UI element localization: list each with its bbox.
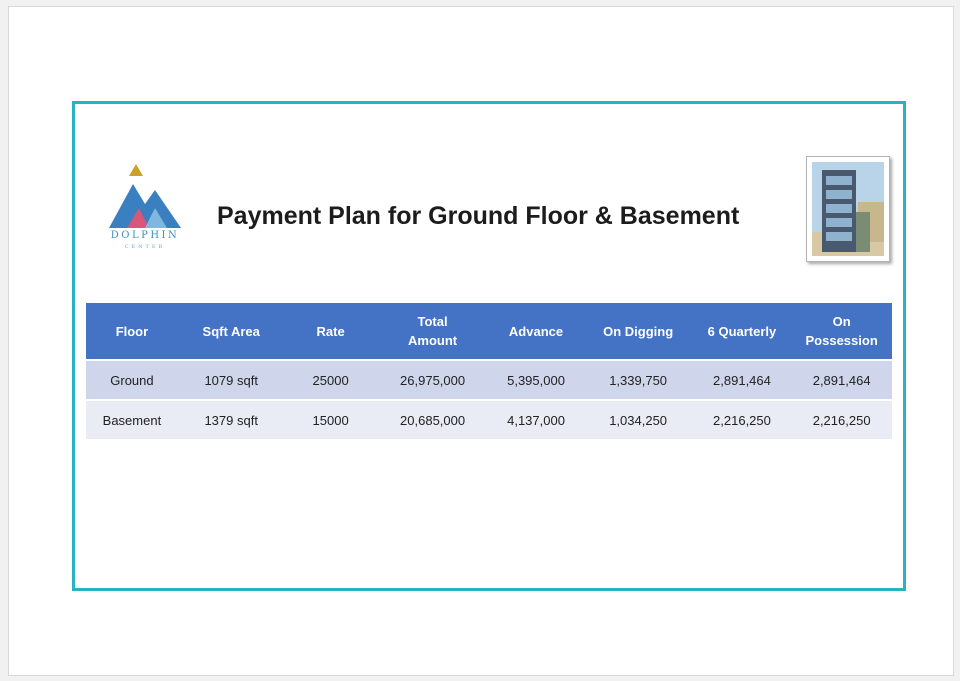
table-cell: 2,891,464 (791, 359, 892, 399)
table-cell: 2,216,250 (693, 399, 792, 439)
column-header: Advance (488, 303, 583, 359)
table-cell: Ground (86, 359, 178, 399)
table-cell: 1,339,750 (584, 359, 693, 399)
column-header (791, 303, 892, 359)
column-header (377, 303, 489, 359)
table-cell: 1079 sqft (178, 359, 285, 399)
table-header-row (86, 303, 892, 359)
building-photo-icon (812, 162, 884, 256)
table-cell: Basement (86, 399, 178, 439)
logo-wordmark: DOLPHIN (110, 230, 180, 241)
column-header: Sqft Area (178, 303, 285, 359)
table-cell: 1379 sqft (178, 399, 285, 439)
column-header-total-amount: Total Amount (408, 314, 458, 348)
table-cell: 15000 (285, 399, 377, 439)
column-header-on-possession: On Possession (805, 314, 878, 348)
mountain-logo-icon (105, 164, 185, 230)
table-row (86, 359, 892, 399)
logo-subtitle: CENTER (124, 244, 166, 250)
table-cell: 5,395,000 (488, 359, 583, 399)
table-cell: 1,034,250 (584, 399, 693, 439)
dolphin-center-logo (105, 164, 185, 259)
building-photo-frame (806, 156, 890, 262)
table-cell: 20,685,000 (377, 399, 489, 439)
page-title: Payment Plan for Ground Floor & Basement (217, 202, 740, 230)
table-row (86, 399, 892, 439)
table-cell: 2,216,250 (791, 399, 892, 439)
table-cell: 25000 (285, 359, 377, 399)
column-header: 6 Quarterly (693, 303, 792, 359)
column-header: On Digging (584, 303, 693, 359)
payment-plan-table (86, 303, 892, 439)
column-header: Rate (285, 303, 377, 359)
table-cell: 2,891,464 (693, 359, 792, 399)
table-cell: 26,975,000 (377, 359, 489, 399)
slide (72, 101, 906, 591)
table-cell: 4,137,000 (488, 399, 583, 439)
column-header: Floor (86, 303, 178, 359)
document-page (8, 6, 954, 676)
